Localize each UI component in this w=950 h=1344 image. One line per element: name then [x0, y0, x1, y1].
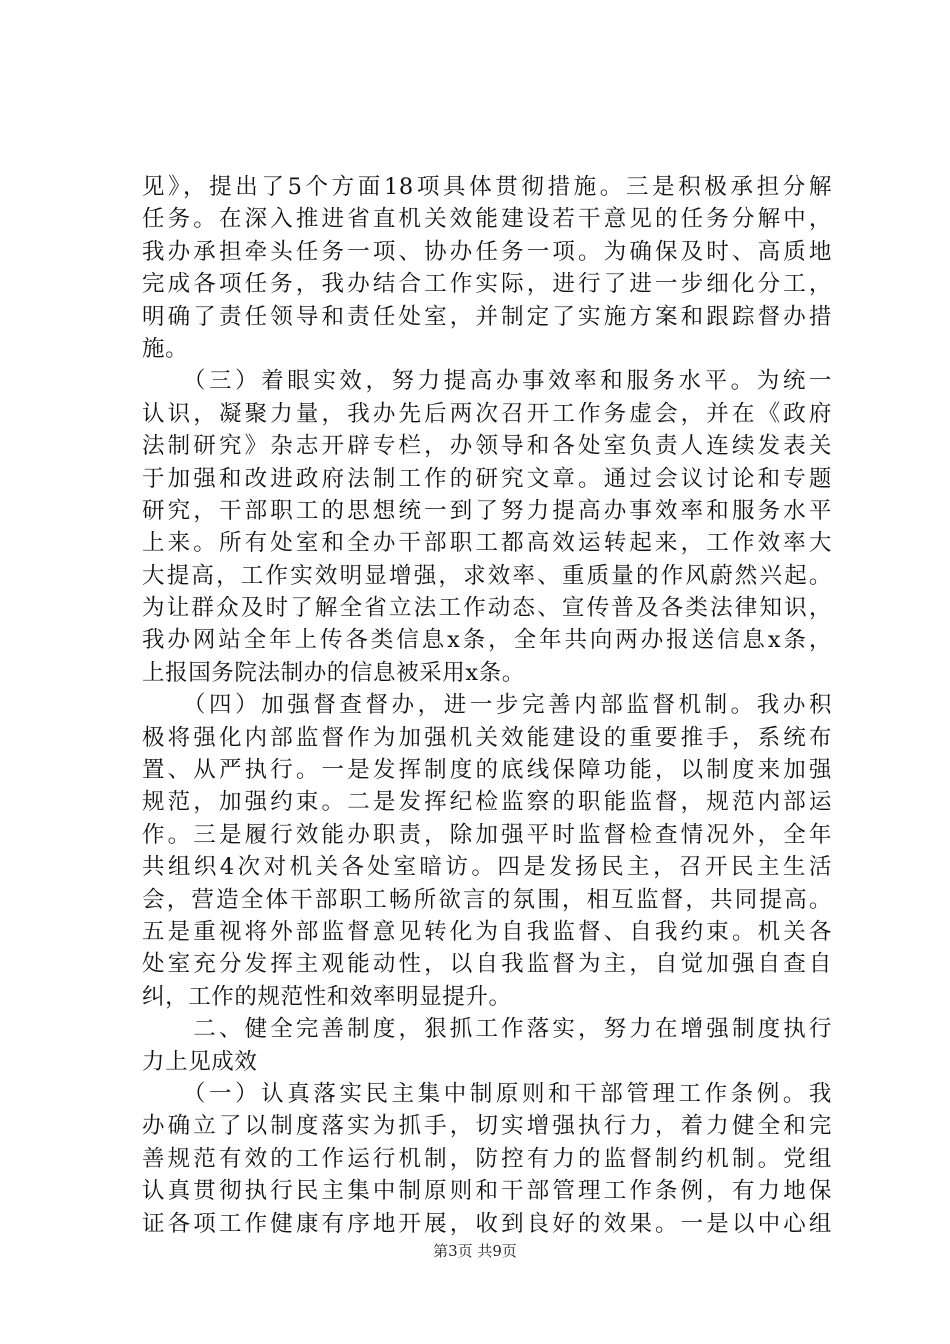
text-line: 善规范有效的工作运行机制，防控有力的监督制约机制。党组: [142, 1145, 832, 1172]
text-line: 我办承担牵头任务一项、协办任务一项。为确保及时、高质地: [142, 238, 832, 265]
text-line: 施。: [142, 335, 189, 362]
text-line: 办确立了以制度落实为抓手，切实增强执行力，着力健全和完: [142, 1113, 832, 1140]
page-indicator: 第3页 共9页: [433, 1242, 517, 1260]
text-line: 完成各项任务，我办结合工作实际，进行了进一步细化分工，: [142, 271, 832, 298]
text-line: 认真贯彻执行民主集中制原则和干部管理工作条例，有力地保: [142, 1178, 832, 1205]
text-line: 处室充分发挥主观能动性，以自我监督为主，自觉加强自查自: [142, 951, 832, 978]
text-line: （四）加强督查督办，进一步完善内部监督机制。我办积: [142, 692, 832, 719]
text-line: 大提高，工作实效明显增强，求效率、重质量的作风蔚然兴起。: [142, 562, 832, 589]
text-line: 上报国务院法制办的信息被采用x条。: [142, 659, 525, 686]
text-line: 共组织4次对机关各处室暗访。四是发扬民主，召开民主生活: [142, 854, 832, 881]
text-line: （三）着眼实效，努力提高办事效率和服务水平。为统一: [142, 368, 832, 395]
text-line: 为让群众及时了解全省立法工作动态、宣传普及各类法律知识，: [142, 595, 832, 622]
text-line: 认识，凝聚力量，我办先后两次召开工作务虚会，并在《政府: [142, 400, 832, 427]
text-line: 五是重视将外部监督意见转化为自我监督、自我约束。机关各: [142, 918, 832, 945]
section-heading-line: 二、健全完善制度，狠抓工作落实，努力在增强制度执行: [142, 1016, 832, 1043]
text-line: 证各项工作健康有序地开展，收到良好的效果。一是以中心组: [142, 1210, 832, 1237]
text-line: 会，营造全体干部职工畅所欲言的氛围，相互监督，共同提高。: [142, 886, 832, 913]
text-line: 置、从严执行。一是发挥制度的底线保障功能，以制度来加强: [142, 757, 832, 784]
text-line: 纠，工作的规范性和效率明显提升。: [142, 983, 512, 1010]
text-line: 规范，加强约束。二是发挥纪检监察的职能监督，规范内部运: [142, 789, 832, 816]
text-line: 于加强和改进政府法制工作的研究文章。通过会议讨论和专题: [142, 465, 832, 492]
section-heading-line: 力上见成效: [142, 1048, 258, 1075]
text-line: 极将强化内部监督作为加强机关效能建设的重要推手，系统布: [142, 724, 832, 751]
text-line: 明确了责任领导和责任处室，并制定了实施方案和跟踪督办措: [142, 303, 832, 330]
text-line: 上来。所有处室和全办干部职工都高效运转起来，工作效率大: [142, 530, 832, 557]
text-line: 作。三是履行效能办职责，除加强平时监督检查情况外，全年: [142, 821, 832, 848]
text-line: 我办网站全年上传各类信息x条，全年共向两办报送信息x条，: [142, 627, 832, 654]
text-line: 法制研究》杂志开辟专栏，办领导和各处室负责人连续发表关: [142, 433, 832, 460]
page-footer: [0, 1241, 950, 1261]
body-text: [142, 171, 842, 1240]
text-line: 研究，干部职工的思想统一到了努力提高办事效率和服务水平: [142, 497, 832, 524]
text-line: 任务。在深入推进省直机关效能建设若干意见的任务分解中，: [142, 206, 832, 233]
text-line: 见》，提出了5个方面18项具体贯彻措施。三是积极承担分解: [142, 174, 832, 200]
text-line: （一）认真落实民主集中制原则和干部管理工作条例。我: [142, 1080, 832, 1107]
